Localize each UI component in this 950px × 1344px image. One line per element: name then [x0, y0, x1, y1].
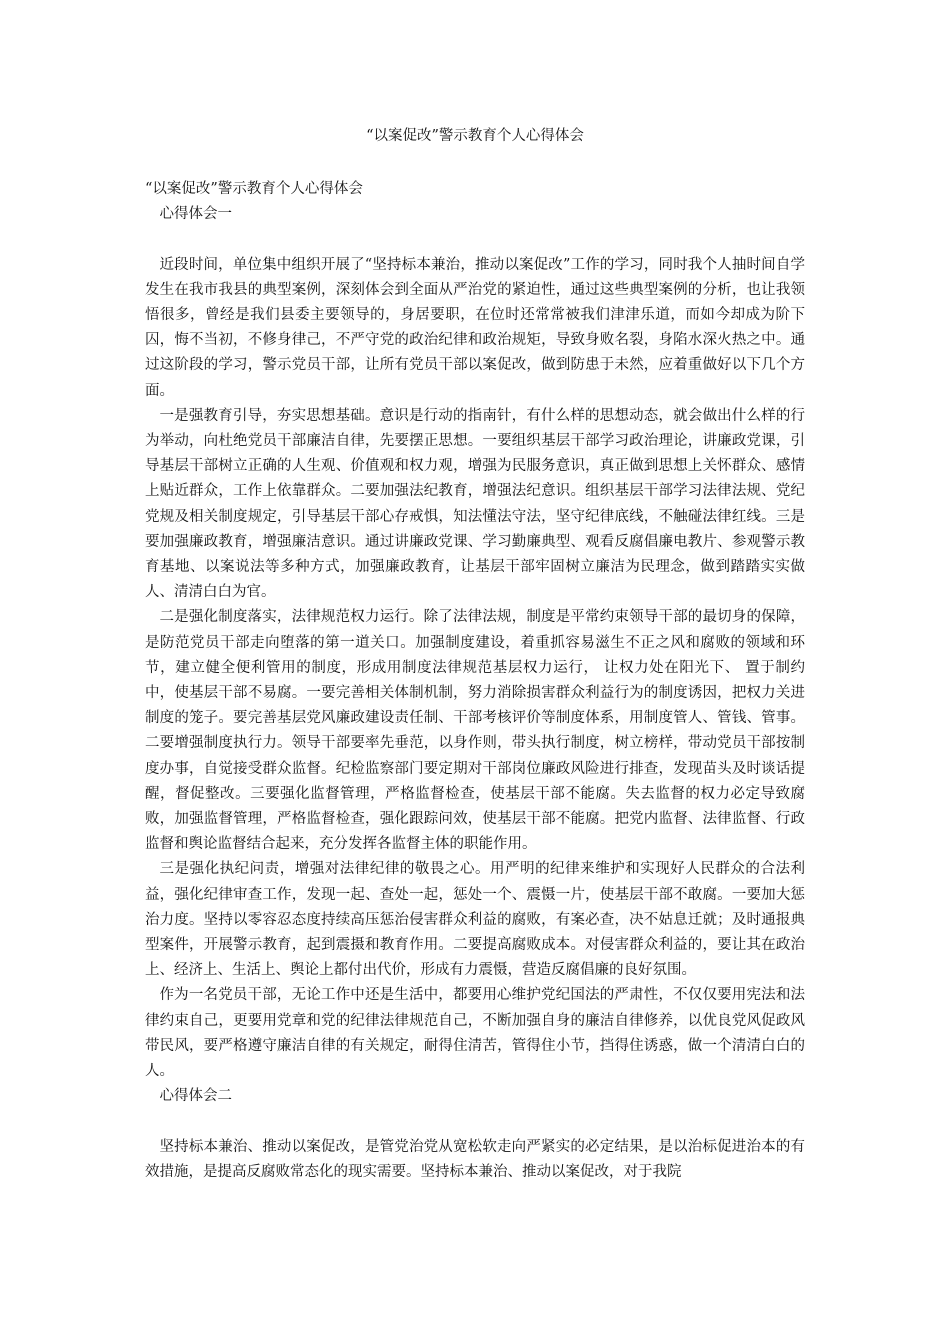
paragraph-point-3: 三是强化执纪问责，增强对法律纪律的敬畏之心。用严明的纪律来维护和实现好人民群众的合法利益，强化纪律审查工作，发现一起、查处一起，惩处一个、震慑一片，使基层干部不敢腐。一要加大惩治力度。坚持以零容忍态度持续高压惩治侵害群众利益的腐败，有案必查，决不姑息迁就；及时通报典型案件，开展警示教育，起到震摄和教育作用。二要提高腐败成本。对侵害群众利益的，要让其在政治上、经济上、生活上、舆论上都付出代价，形成有力震慑，营造反腐倡廉的良好氛围。: [145, 861, 805, 979]
blank-line: [145, 227, 805, 252]
section-label-2: 心得体会二: [159, 1088, 232, 1105]
document-body: [145, 177, 805, 1185]
document-heading: “以案促改”警示教育个人心得体会: [145, 181, 363, 197]
blank-line: [145, 1110, 805, 1135]
paragraph-section2-intro: 坚持标本兼治、推动以案促改，是管党治党从宽松软走向严紧实的必定结果，是以治标促进治本的有效措施，是提高反腐败常态化的现实需要。坚持标本兼治、推动以案促改，对于我院: [145, 1138, 805, 1180]
section-label-1: 心得体会一: [159, 206, 232, 223]
paragraph-point-2: 二是强化制度落实，法律规范权力运行。除了法律法规，制度是平常约束领导干部的最切身的保障，是防范党员干部走向堕落的第一道关口。加强制度建设，着重抓容易滋生不正之风和腐败的领域和环节，建立健全便利管用的制度，形成用制度法律规范基层权力运行， 让权力处在阳光下、 置于制约中，使基层干部不易腐。一要完善相关体制机制，努力消除损害群众利益行为的制度诱因，把权力关进制度的笼子。要完善基层党风廉政建设责任制、干部考核评价等制度体系，用制度管人、管钱、管事。二要增强制度执行力。领导干部要率先垂范，以身作则，带头执行制度，树立榜样，带动党员干部按制度办事，自觉接受群众监督。纪检监察部门要定期对干部岗位廉政风险进行排查，发现苗头及时谈话提醒，督促整改。三要强化监督管理，严格监督检查，使基层干部不能腐。失去监督的权力必定导致腐败，加强监督管理，严格监督检查，强化跟踪问效，使基层干部不能腐。把党内监督、法律监督、行政监督和舆论监督结合起来，充分发挥各监督主体的职能作用。: [145, 609, 805, 853]
paragraph-point-1: 一是强教育引导，夯实思想基础。意识是行动的指南针，有什么样的思想动态，就会做出什么样的行为举动，向杜绝党员干部廉洁自律，先要摆正思想。一要组织基层干部学习政治理论，讲廉政党课，引导基层干部树立正确的人生观、价值观和权力观，增强为民服务意识，真正做到思想上关怀群众、感情上贴近群众，工作上依靠群众。二要加强法纪教育，增强法纪意识。组织基层干部学习法律法规、党纪党规及相关制度规定，引导基层干部心存戒惧，知法懂法守法，坚守纪律底线，不触碰法律红线。三是要加强廉政教育，增强廉洁意识。通过讲廉政党课、学习勤廉典型、观看反腐倡廉电教片、参观警示教育基地、以案说法等多种方式，加强廉政教育，让基层干部牢固树立廉洁为民理念，做到踏踏实实做人、清清白白为官。: [145, 407, 805, 601]
page-title: “以案促改”警示教育个人心得体会: [366, 128, 584, 144]
paragraph-conclusion: 作为一名党员干部，无论工作中还是生活中，都要用心维护党纪国法的严肃性，不仅仅要用宪法和法律约束自己，更要用党章和党的纪律法律规范自己，不断加强自身的廉洁自律修养，以优良党风促政风带民风，要严格遵守廉洁自律的有关规定，耐得住清苦，管得住小节，挡得住诱惑，做一个清清白白的人。: [145, 987, 805, 1080]
paragraph-intro: 近段时间，单位集中组织开展了“坚持标本兼治，推动以案促改”工作的学习，同时我个人抽时间自学发生在我市我县的典型案例，深刻体会到全面从严治党的紧迫性，通过这些典型案例的分析，也让我领悟很多，曾经是我们县委主要领导的，身居要职，在位时还常常被我们津津乐道，而如今却成为阶下囚，悔不当初，不修身律己，不严守党的政治纪律和政治规矩，导致身败名裂，身陷水深火热之中。通过这阶段的学习，警示党员干部，让所有党员干部以案促改，做到防患于未然，应着重做好以下几个方面。: [145, 256, 805, 399]
